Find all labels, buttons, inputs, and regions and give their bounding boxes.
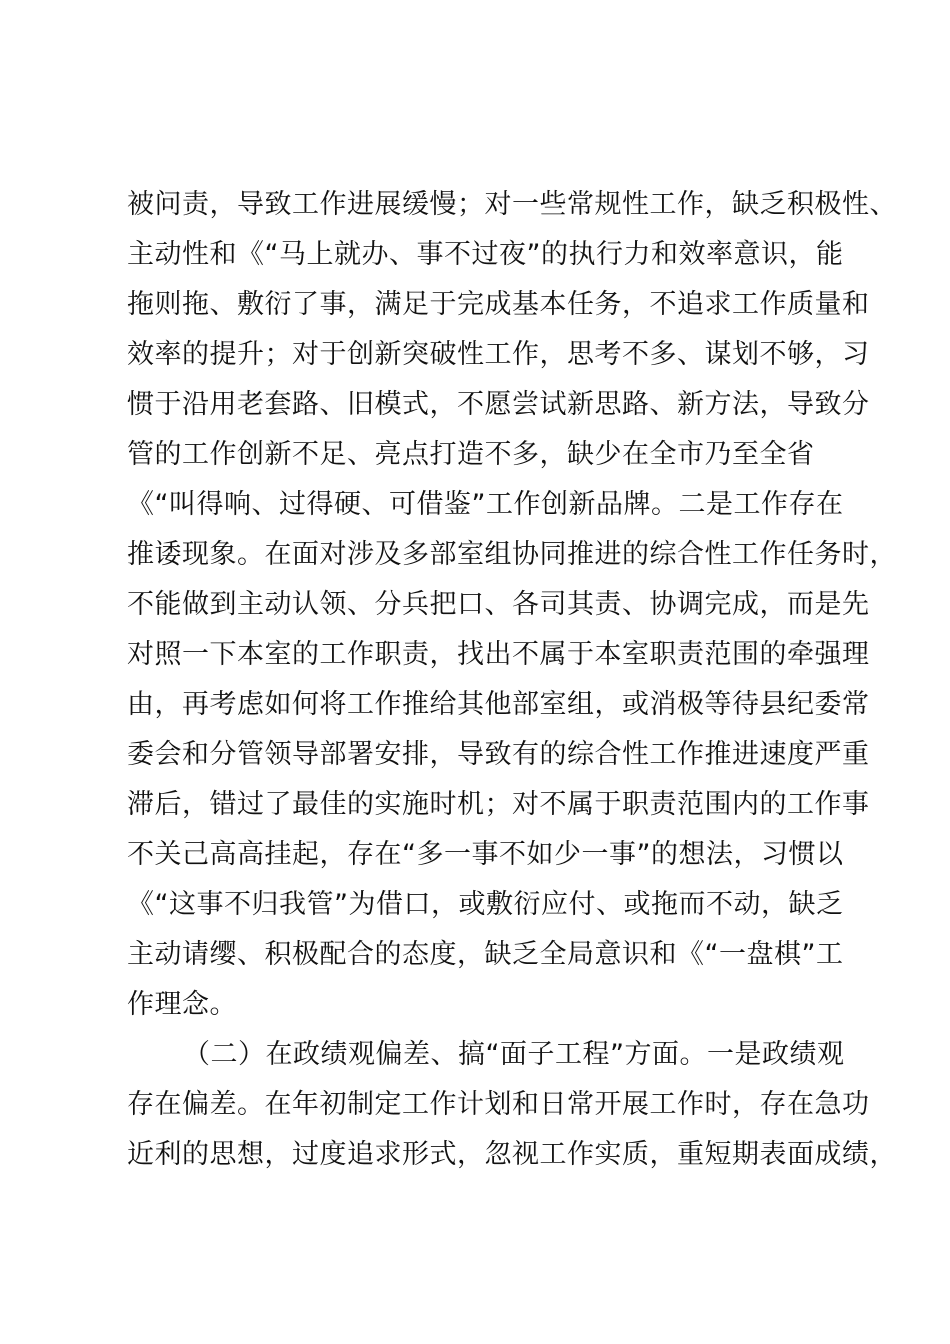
- text-line: 《“这事不归我管”为借口，或敷衍应付、或拖而不动，缺乏: [127, 889, 844, 920]
- text-line: 管的工作创新不足、亮点打造不多，缺少在全市乃至全省: [127, 439, 815, 470]
- text-line: 作理念。: [127, 989, 237, 1020]
- text-line: 被问责，导致工作进展缓慢；对一些常规性工作，缺乏积极性、: [127, 189, 897, 220]
- text-line: 存在偏差。在年初制定工作计划和日常开展工作时，存在急功: [127, 1089, 870, 1120]
- text-line: 近利的思想，过度追求形式，忽视工作实质，重短期表面成绩，: [127, 1139, 897, 1170]
- text-line: 不能做到主动认领、分兵把口、各司其责、协调完成，而是先: [127, 589, 870, 620]
- text-line: 滞后，错过了最佳的实施时机；对不属于职责范围内的工作事: [127, 789, 870, 820]
- text-line: 推诿现象。在面对涉及多部室组协同推进的综合性工作任务时，: [127, 539, 897, 570]
- section-heading-line: （二）在政绩观偏差、搞“面子工程”方面。一是政绩观: [183, 1039, 845, 1070]
- text-line: 对照一下本室的工作职责，找出不属于本室职责范围的牵强理: [127, 639, 870, 670]
- text-line: 主动请缨、积极配合的态度，缺乏全局意识和《“一盘棋”工: [127, 939, 844, 970]
- text-line: 拖则拖、敷衍了事，满足于完成基本任务，不追求工作质量和: [127, 289, 870, 320]
- text-line: 主动性和《“马上就办、事不过夜”的执行力和效率意识，能: [127, 239, 844, 270]
- text-line: 《“叫得响、过得硬、可借鉴”工作创新品牌。二是工作存在: [127, 489, 844, 520]
- text-line: 惯于沿用老套路、旧模式，不愿尝试新思路、新方法，导致分: [127, 389, 870, 420]
- text-line: 不关己高高挂起，存在“多一事不如少一事”的想法，习惯以: [127, 839, 844, 870]
- text-line: 由，再考虑如何将工作推给其他部室组，或消极等待县纪委常: [127, 689, 870, 720]
- text-line: 效率的提升；对于创新突破性工作，思考不多、谋划不够，习: [127, 339, 870, 370]
- text-line: 委会和分管领导部署安排，导致有的综合性工作推进速度严重: [127, 739, 870, 770]
